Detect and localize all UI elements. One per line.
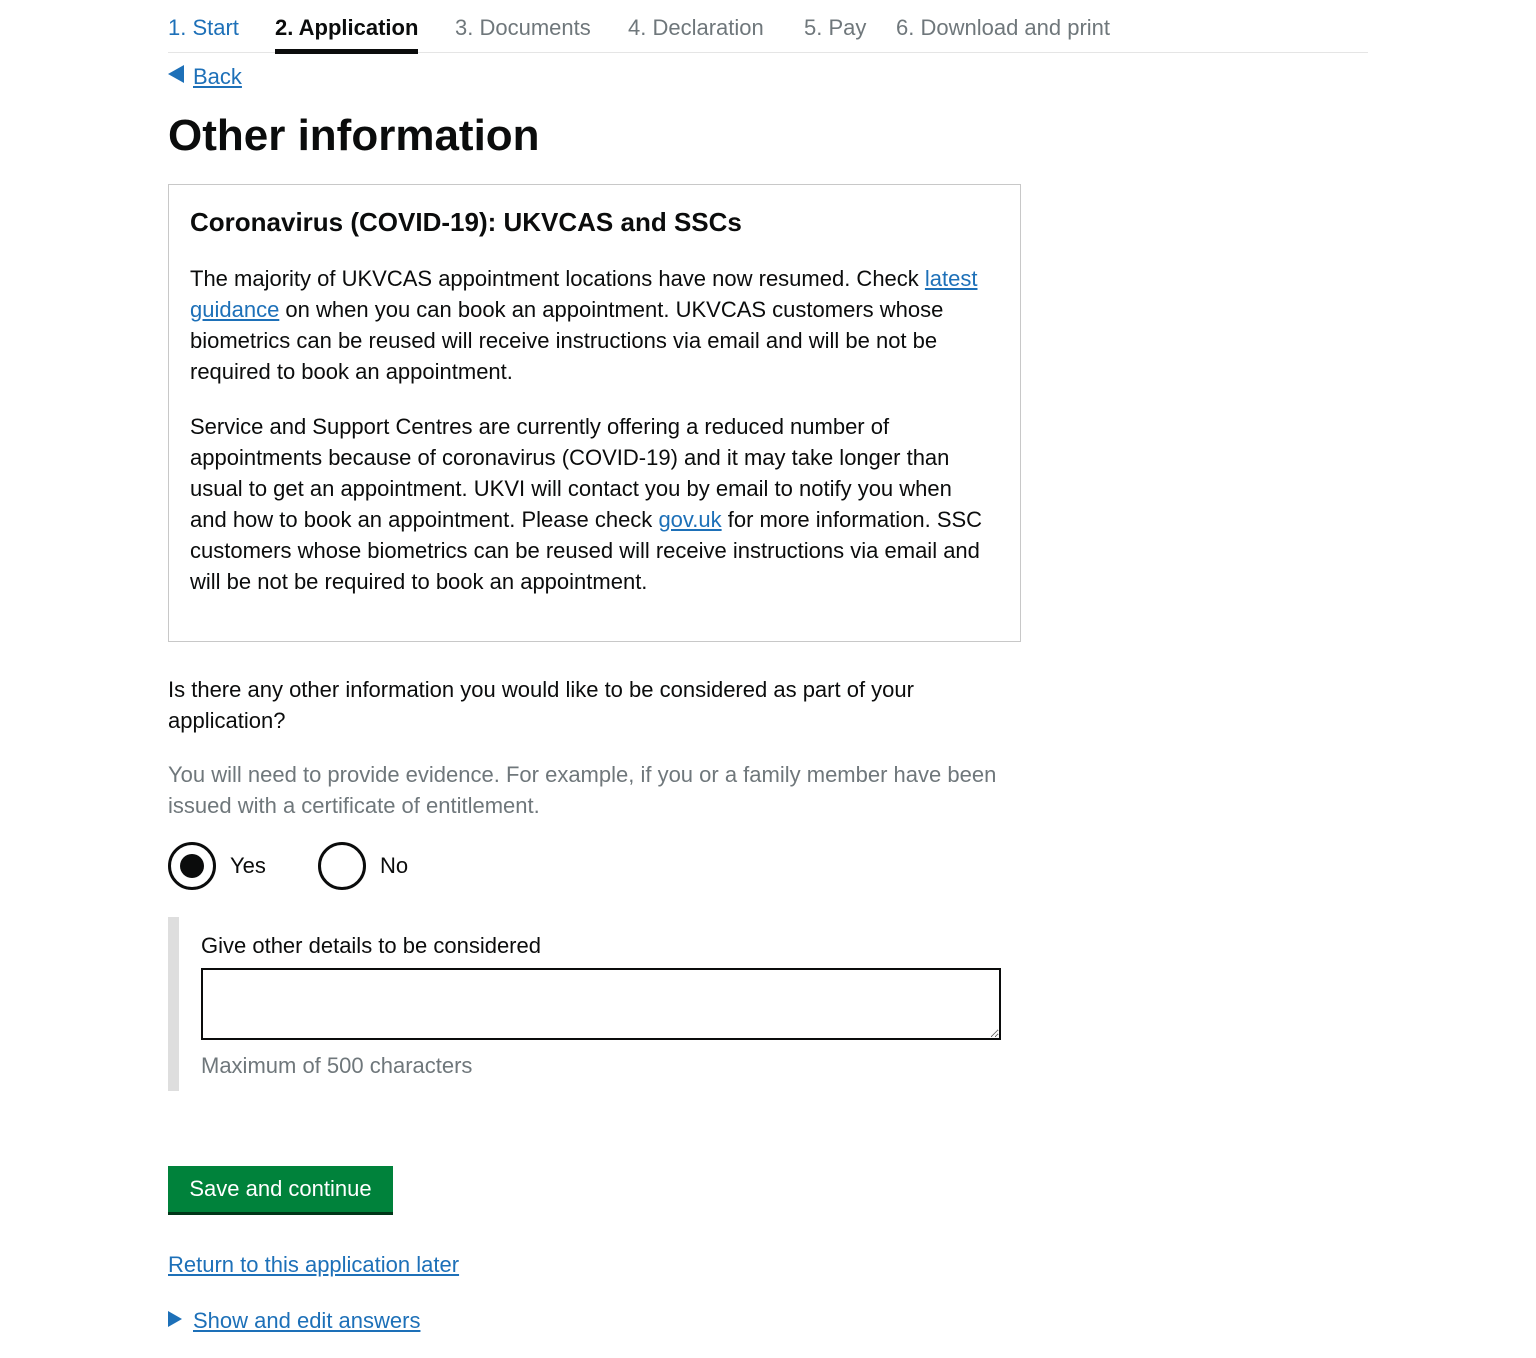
back-arrow-icon bbox=[168, 65, 184, 83]
other-info-hint: You will need to provide evidence. For example, if you or a family member have been issued with a certificate of entitlement. bbox=[168, 762, 997, 818]
radio-yes-label[interactable]: Yes bbox=[230, 853, 266, 878]
panel-p1-text-after: on when you can book an appointment. UKVCAS customers whose biometrics can be reused will receive instructions via email and will be not be required to book an appointment. bbox=[190, 297, 944, 384]
panel-p2-text-after: for more information. SSC customers whose biometrics can be reused will receive instructions via email and will be not be required to book an appointment. bbox=[190, 507, 983, 594]
character-limit-hint: Maximum of 500 characters bbox=[201, 1053, 473, 1078]
panel-heading: Coronavirus (COVID-19): UKVCAS and SSCs bbox=[190, 207, 742, 237]
other-info-question: Is there any other information you would like to be considered as part of your application? bbox=[168, 677, 914, 733]
radio-no-label[interactable]: No bbox=[380, 853, 409, 878]
step-pay: 5. Pay bbox=[804, 15, 867, 40]
step-start[interactable]: 1. Start bbox=[168, 15, 239, 40]
panel-paragraph-ukvcas bbox=[190, 263, 990, 387]
progress-steps bbox=[168, 0, 1368, 53]
page-title: Other information bbox=[168, 111, 540, 160]
panel-paragraph-ssc bbox=[190, 411, 990, 597]
step-declaration: 4. Declaration bbox=[628, 15, 764, 40]
step-application: 2. Application bbox=[275, 12, 418, 44]
details-field-label: Give other details to be considered bbox=[201, 933, 541, 958]
back-link[interactable] bbox=[168, 62, 242, 92]
return-later-link[interactable]: Return to this application later bbox=[168, 1252, 460, 1277]
conditional-details-panel bbox=[168, 917, 1028, 1091]
radio-yes-circle[interactable] bbox=[168, 842, 216, 890]
show-edit-answers-toggle[interactable] bbox=[168, 1306, 420, 1336]
radio-no[interactable] bbox=[318, 842, 418, 890]
gov-uk-link[interactable]: gov.uk bbox=[658, 507, 722, 532]
radio-no-circle[interactable] bbox=[318, 842, 366, 890]
radio-selected-dot bbox=[180, 854, 204, 878]
radio-yes[interactable] bbox=[168, 842, 278, 890]
panel-p2-text-before: Service and Support Centres are currently offering a reduced number of appointments because of coronavirus (COVID-19) and it may take longer than usual to get an appointment. UKVI will contact you by email to notify you when and how to book an appointment. Please check bbox=[190, 414, 952, 532]
back-link-label: Back bbox=[193, 64, 242, 89]
latest-guidance-link[interactable]: latest guidance bbox=[190, 266, 978, 322]
panel-p1-text-before: The majority of UKVCAS appointment locations have now resumed. Check bbox=[190, 266, 925, 291]
show-edit-answers-label[interactable]: Show and edit answers bbox=[193, 1308, 421, 1333]
step-documents: 3. Documents bbox=[455, 15, 591, 40]
other-details-textarea[interactable] bbox=[201, 968, 1001, 1040]
expand-triangle-icon bbox=[168, 1311, 182, 1327]
step-download-and-print: 6. Download and print bbox=[896, 15, 1111, 40]
save-and-continue-button[interactable]: Save and continue bbox=[168, 1166, 393, 1212]
covid-info-panel bbox=[168, 184, 1021, 642]
